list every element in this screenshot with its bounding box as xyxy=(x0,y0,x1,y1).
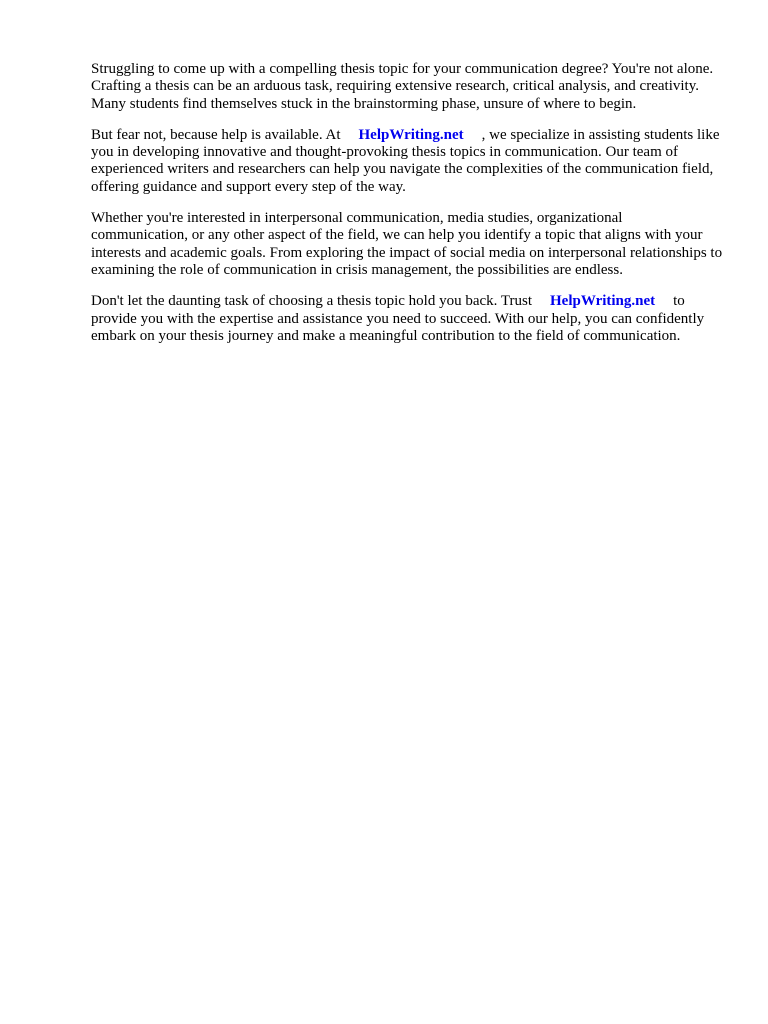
paragraph-trust xyxy=(91,293,723,345)
paragraph-help-rest: , we specialize in assisting students like you in developing innovative and thought-provoking thesis topics in communication. Our team of experienced writers and researchers can help you navigate the complexities of the communication field, offering guidance and support every step of the way. xyxy=(91,126,720,195)
paragraph-interests: Whether you're interested in interpersonal communication, media studies, organizational communication, or any other aspect of the field, we can help you identify a topic that aligns with your interests and academic goals. From exploring the impact of social media on interpersonal relationships to examining the role of communication in crisis management, the possibilities are endless. xyxy=(91,210,723,278)
helpwriting-link[interactable]: HelpWriting.net xyxy=(358,126,464,143)
paragraph-trust-lead: Don't let the daunting task of choosing a thesis topic hold you back. Trust xyxy=(91,293,532,310)
paragraph-intro: Struggling to come up with a compelling thesis topic for your communication degree? You're not alone. Crafting a thesis can be an arduous task, requiring extensive research, critical analysis, and creativity. Many students find themselves stuck in the brainstorming phase, unsure of where to begin. xyxy=(91,61,714,112)
paragraph-help xyxy=(91,127,723,196)
paragraph-help-lead: But fear not, because help is available. At xyxy=(91,126,341,143)
document-page xyxy=(91,61,723,359)
paragraph-trust-rest: to provide you with the expertise and assistance you need to succeed. With our help, you can confidently embark on your thesis journey and make a meaningful contribution to the field of communication. xyxy=(91,293,705,344)
helpwriting-link-2[interactable]: HelpWriting.net xyxy=(550,293,656,310)
